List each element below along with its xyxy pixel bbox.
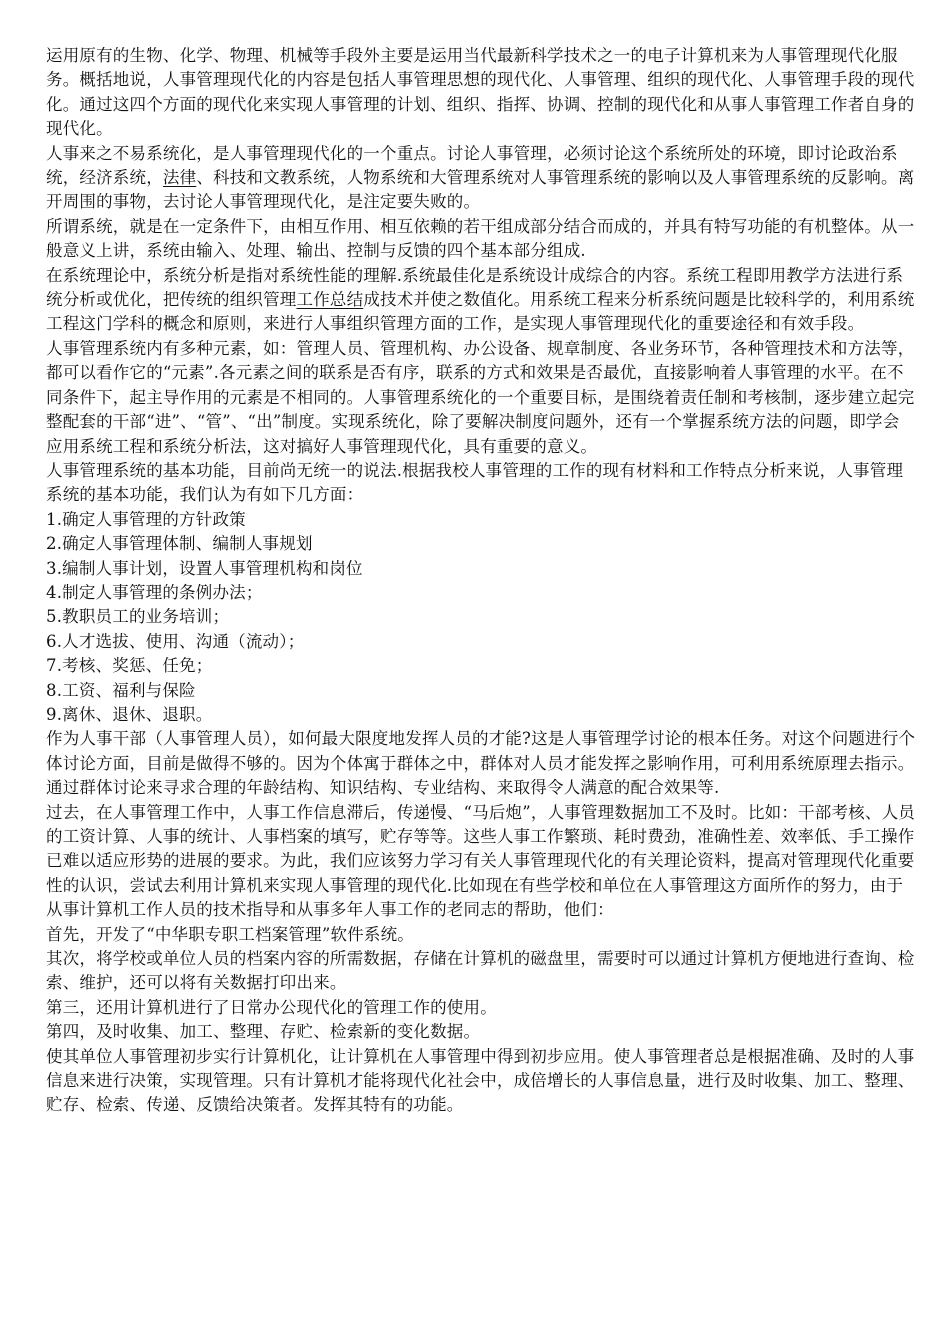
link-law[interactable]: 法律 xyxy=(162,168,197,188)
document-body xyxy=(46,44,916,1118)
paragraph-basic-functions-intro: 人事管理系统的基本功能，目前尚无统一的说法.根据我校人事管理的工作的现有材料和工作特点分析来说，人事管理系统的基本功能，我们认为有如下几方面： xyxy=(46,460,904,505)
paragraph-computerization: 使其单位人事管理初步实行计算机化，让计算机在人事管理中得到初步应用。使人事管理者总是根据准确、及时的人事信息来进行决策，实现管理。只有计算机才能将现代化社会中，成倍增长的人事信息量，进行及时收集、加工、整理、贮存、检索、传递、反馈给决策者。发挥其特有的功能。 xyxy=(46,1046,915,1115)
list-item xyxy=(46,557,916,581)
list-item-text: 工资、福利与保险 xyxy=(62,680,196,700)
paragraph-systematization-part1: 人事来之不易系统化，是人事管理现代化的一个重点。讨论人事管理，必须讨论这个系统所处的环境，即讨论政治系统，经济系统， xyxy=(46,143,898,188)
paragraph-personnel-cadre: 作为人事干部（人事管理人员），如何最大限度地发挥人员的才能?这是人事管理学讨论的根本任务。对这个问题进行个体讨论方面，目前是做得不够的。因为个体寓于群体之中，群体对人员才能发挥之影响作用，可利用系统原理去指示。通过群体讨论来寻求合理的年龄结构、知识结构、专业结构、来取得令人满意的配合效果等. xyxy=(46,729,916,798)
paragraph-second: 其次，将学校或单位人员的档案内容的所需数据，存储在计算机的磁盘里，需要时可以通过计算机方便地进行查询、检索、维护，还可以将有关数据打印出来。 xyxy=(46,949,915,993)
list-item-text: 确定人事管理的方针政策 xyxy=(62,509,246,529)
list-item-text: 人才选拔、使用、沟通（流动）； xyxy=(62,631,305,651)
paragraph-modernization-overview: 运用原有的生物、化学、物理、机械等手段外主要是运用当代最新科学技术之一的电子计算机来为人事管理现代化服务。概括地说，人事管理现代化的内容是包括人事管理思想的现代化、人事管理、组织的现代化、人事管理手段的现代化。通过这四个方面的现代化来实现人事管理的计划、组织、指挥、协调、控制的现代化和从事人事管理工作者自身的现代化。 xyxy=(46,46,915,139)
list-item-number: 3. xyxy=(46,558,63,578)
list-item-number: 4. xyxy=(46,582,63,602)
list-item xyxy=(46,508,916,532)
paragraph-past-problems: 过去，在人事管理工作中，人事工作信息滞后，传递慢、“马后炮”，人事管理数据加工不及时。比如：干部考核、人员的工资计算、人事的统计、人事档案的填写，贮存等等。这些人事工作繁琐、耗时费劲，准确性差、效率低、手工操作已难以适应形势的进展的要求。为此，我们应该努力学习有关人事管理现代化的有关理论资料，提高对管理现代化重要性的认识，尝试去利用计算机来实现人事管理的现代化.比如现在有些学校和单位在人事管理这方面所作的努力，由于从事计算机工作人员的技术指导和从事多年人事工作的老同志的帮助，他们： xyxy=(46,802,915,920)
paragraph-third: 第三，还用计算机进行了日常办公现代化的管理工作的使用。 xyxy=(46,997,497,1017)
paragraph-system-elements: 人事管理系统内有多种元素，如：管理人员、管理机构、办公设备、规章制度、各业务环节，各种管理技术和方法等，都可以看作它的“元素”.各元素之间的联系是否有序，联系的方式和效果是否最优，直接影响着人事管理的水平。在不同条件下，起主导作用的元素是不相同的。人事管理系统化的一个重要目标，是围绕着责任制和考核制，逐步建立起完整配套的干部“进”、“管”、“出”制度。实现系统化，除了要解决制度问题外，还有一个掌握系统方法的问题，即学会应用系统工程和系统分析法，这对搞好人事管理现代化，具有重要的意义。 xyxy=(46,338,915,456)
list-item-text: 编制人事计划，设置人事管理机构和岗位 xyxy=(62,558,363,578)
list-item-text: 离休、退休、退职。 xyxy=(62,704,213,724)
list-item-text: 考核、奖惩、任免； xyxy=(62,656,213,676)
list-item xyxy=(46,679,916,703)
list-item xyxy=(46,654,916,678)
list-item-text: 教职员工的业务培训； xyxy=(62,607,230,627)
paragraph-systematization-part2: 、科技和文教系统，人物系统和大管理系统对人事管理系统的影响以及人事管理系统的反影响。离开周围的事物，去讨论人事管理现代化，是注定要失败的。 xyxy=(46,168,915,212)
paragraph-system-definition: 所谓系统，就是在一定条件下，由相互作用、相互依赖的若干组成部分结合而成的，并具有特写功能的有机整体。从一般意义上讲，系统由输入、处理、输出、控制与反馈的四个基本部分组成. xyxy=(46,216,915,261)
list-item-number: 1. xyxy=(46,509,63,529)
list-item-number: 8. xyxy=(46,680,63,700)
functions-list xyxy=(46,508,916,728)
paragraph-fourth: 第四，及时收集、加工、整理、存贮、检索新的变化数据。 xyxy=(46,1022,481,1042)
list-item xyxy=(46,703,916,727)
paragraph-system-theory-part2: 成技术并使之数值化。用系统工程来分析系统问题是比较科学的，利用系统工程这门学科的概念和原则，来进行人事组织管理方面的工作，是实现人事管理现代化的重要途径和有效手段。 xyxy=(46,290,915,334)
list-item xyxy=(46,532,916,556)
list-item xyxy=(46,605,916,629)
paragraph-first: 首先，开发了“中华职专职工档案管理”软件系统。 xyxy=(46,924,414,944)
list-item-number: 9. xyxy=(46,704,63,724)
link-work-summary[interactable]: 工作总结 xyxy=(296,290,364,310)
list-item-number: 7. xyxy=(46,656,63,676)
list-item-number: 6. xyxy=(46,631,63,651)
paragraph-system-theory-part1: 在系统理论中，系统分析是指对系统性能的理解.系统最佳化是系统设计成综合的内容。系统工程即用教学方法进行系统分析或优化，把传统的组织管理 xyxy=(46,265,904,310)
list-item-text: 制定人事管理的条例办法； xyxy=(62,582,263,602)
list-item-number: 2. xyxy=(46,534,63,554)
list-item xyxy=(46,581,916,605)
list-item-number: 5. xyxy=(46,607,63,627)
paragraph-systematization xyxy=(46,142,916,215)
paragraph-system-theory xyxy=(46,264,916,337)
list-item xyxy=(46,630,916,654)
list-item-text: 确定人事管理体制、编制人事规划 xyxy=(62,534,313,554)
